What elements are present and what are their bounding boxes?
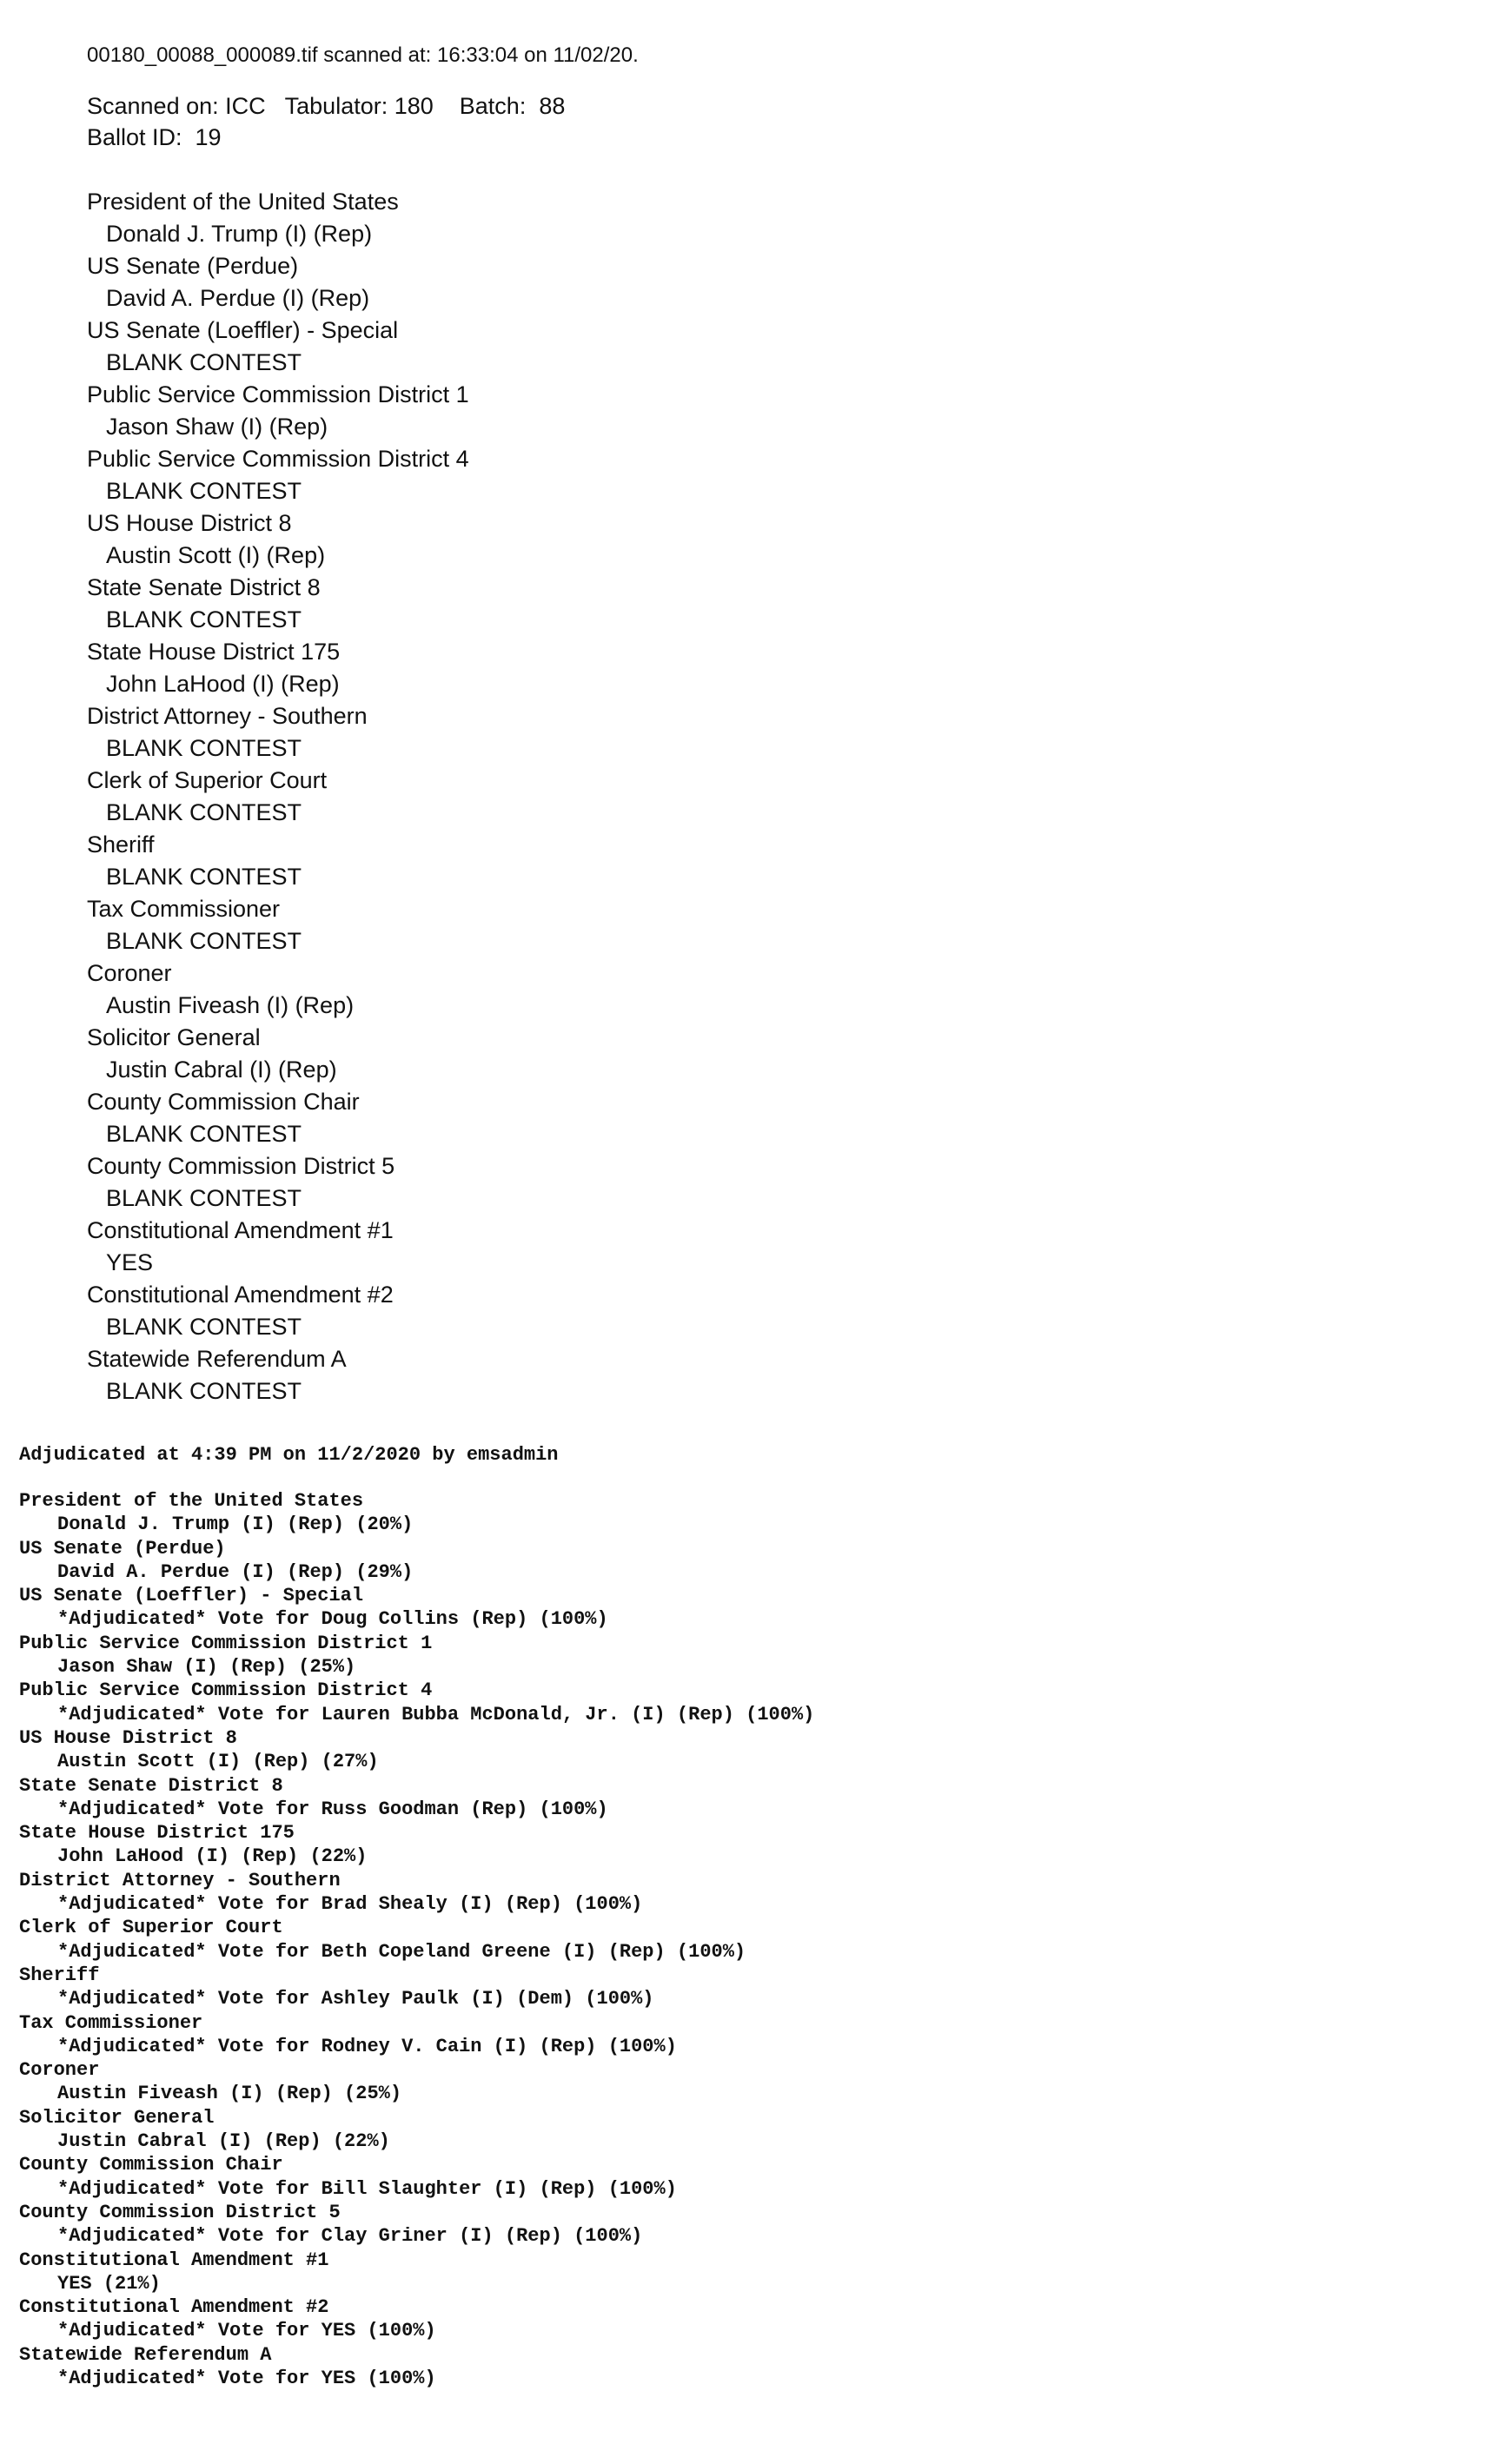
scan-contest-name: State House District 175: [87, 639, 341, 665]
scan-contest-name: District Attorney - Southern: [87, 703, 368, 729]
adjudication-contest-name: President of the United States: [19, 1490, 364, 1512]
adjudication-contest-choice: Justin Cabral (I) (Rep) (22%): [57, 2130, 390, 2153]
scan-contest-list: [87, 186, 639, 1408]
scan-contest-name: US Senate (Perdue): [87, 253, 299, 279]
scan-contest-choice: BLANK CONTEST: [106, 1378, 302, 1404]
adjudication-contest-name: Sheriff: [19, 1964, 100, 1986]
scan-contest-name: US House District 8: [87, 510, 292, 536]
adjudication-contest-name: County Commission District 5: [19, 2201, 341, 2223]
scanned-on-line: Scanned on: ICC Tabulator: 180 Batch: 88: [87, 93, 566, 119]
scan-contest-choice: Austin Scott (I) (Rep): [106, 542, 326, 568]
adjudication-contest-choice: Donald J. Trump (I) (Rep) (20%): [57, 1514, 414, 1536]
scan-contest-name: Sheriff: [87, 831, 155, 858]
adjudication-record: [19, 1442, 814, 2390]
scan-contest-choice: BLANK CONTEST: [106, 478, 302, 504]
scan-contest-choice: BLANK CONTEST: [106, 735, 302, 761]
adjudication-contest-name: US Senate (Loeffler) - Special: [19, 1585, 364, 1607]
scan-record: [87, 42, 639, 1408]
scan-contest-choice: BLANK CONTEST: [106, 1121, 302, 1147]
scan-contest-choice: BLANK CONTEST: [106, 928, 302, 954]
scan-contest-name: President of the United States: [87, 189, 399, 215]
adjudication-contest-name: Constitutional Amendment #2: [19, 2296, 329, 2319]
adjudication-contest-choice: *Adjudicated* Vote for Russ Goodman (Rep) (100%): [57, 1798, 608, 1820]
scan-contest-choice: BLANK CONTEST: [106, 1185, 302, 1211]
adjudication-contest-choice: *Adjudicated* Vote for Doug Collins (Rep) (100%): [57, 1608, 608, 1631]
adjudication-contest-name: Solicitor General: [19, 2106, 215, 2129]
adjudication-contest-choice: YES (21%): [57, 2272, 161, 2295]
scan-contest-name: Public Service Commission District 4: [87, 446, 469, 472]
scan-contest-name: County Commission District 5: [87, 1153, 395, 1179]
scan-contest-name: Solicitor General: [87, 1024, 261, 1050]
scan-contest-name: Constitutional Amendment #1: [87, 1217, 394, 1243]
adjudication-contest-name: US Senate (Perdue): [19, 1537, 226, 1560]
scan-contest-name: State Senate District 8: [87, 574, 321, 600]
scan-contest-choice: BLANK CONTEST: [106, 606, 302, 633]
scan-contest-choice: BLANK CONTEST: [106, 799, 302, 825]
adjudication-contest-name: Public Service Commission District 1: [19, 1632, 433, 1654]
scan-header: 00180_00088_000089.tif scanned at: 16:33:04 on 11/02/20.: [87, 43, 639, 67]
adjudication-contest-name: State House District 175: [19, 1822, 295, 1845]
adjudication-contest-choice: David A. Perdue (I) (Rep) (29%): [57, 1560, 414, 1583]
adjudication-contest-name: Coroner: [19, 2059, 100, 2082]
scan-contest-name: US Senate (Loeffler) - Special: [87, 317, 399, 343]
scan-contest-choice: BLANK CONTEST: [106, 864, 302, 890]
adjudication-contest-choice: John LaHood (I) (Rep) (22%): [57, 1845, 368, 1868]
scan-contest-name: Public Service Commission District 1: [87, 381, 469, 407]
scan-metadata: [87, 90, 639, 153]
scan-contest-choice: Justin Cabral (I) (Rep): [106, 1056, 337, 1083]
scan-contest-name: Constitutional Amendment #2: [87, 1282, 394, 1308]
adjudication-contest-name: Constitutional Amendment #1: [19, 2249, 329, 2271]
adjudication-contest-name: Statewide Referendum A: [19, 2343, 272, 2366]
adjudication-contest-choice: *Adjudicated* Vote for Clay Griner (I) (Rep) (100%): [57, 2225, 643, 2248]
adjudication-contest-choice: *Adjudicated* Vote for YES (100%): [57, 2320, 436, 2342]
scan-contest-choice: David A. Perdue (I) (Rep): [106, 285, 370, 311]
adjudication-contest-choice: *Adjudicated* Vote for Ashley Paulk (I) (Dem) (100%): [57, 1988, 654, 2010]
scan-contest-choice: Austin Fiveash (I) (Rep): [106, 992, 355, 1018]
scan-contest-choice: BLANK CONTEST: [106, 349, 302, 375]
adjudication-contest-choice: Austin Scott (I) (Rep) (27%): [57, 1751, 379, 1773]
adjudication-contest-choice: *Adjudicated* Vote for Beth Copeland Greene (I) (Rep) (100%): [57, 1940, 746, 1963]
scan-contest-name: Coroner: [87, 960, 172, 986]
scan-contest-choice: Donald J. Trump (I) (Rep): [106, 221, 373, 247]
adjudication-contest-name: State Senate District 8: [19, 1774, 283, 1797]
adjudication-contest-choice: *Adjudicated* Vote for Lauren Bubba McDonald, Jr. (I) (Rep) (100%): [57, 1703, 815, 1725]
adjudication-contest-name: Tax Commissioner: [19, 2011, 203, 2034]
adjudication-contest-choice: *Adjudicated* Vote for Brad Shealy (I) (Rep) (100%): [57, 1893, 643, 1916]
scan-contest-name: Tax Commissioner: [87, 896, 281, 922]
adjudication-contest-name: US House District 8: [19, 1726, 237, 1749]
scan-contest-choice: John LaHood (I) (Rep): [106, 671, 340, 697]
adjudication-contest-choice: Jason Shaw (I) (Rep) (25%): [57, 1656, 356, 1679]
scan-contest-name: Clerk of Superior Court: [87, 767, 328, 793]
adjudication-contest-choice: *Adjudicated* Vote for Bill Slaughter (I) (Rep) (100%): [57, 2177, 677, 2200]
adjudication-contest-name: Public Service Commission District 4: [19, 1679, 433, 1702]
ballot-id-line: Ballot ID: 19: [87, 124, 222, 150]
adjudication-contest-list: [19, 1489, 814, 2390]
scan-contest-name: County Commission Chair: [87, 1089, 360, 1115]
adjudication-contest-choice: *Adjudicated* Vote for YES (100%): [57, 2367, 436, 2389]
adjudication-contest-choice: *Adjudicated* Vote for Rodney V. Cain (I) (Rep) (100%): [57, 2035, 677, 2057]
adjudication-contest-name: County Commission Chair: [19, 2154, 283, 2176]
adjudication-contest-name: District Attorney - Southern: [19, 1869, 341, 1891]
scan-contest-name: Statewide Referendum A: [87, 1346, 347, 1372]
adjudication-contest-name: Clerk of Superior Court: [19, 1917, 283, 1939]
adjudication-contest-choice: Austin Fiveash (I) (Rep) (25%): [57, 2083, 402, 2105]
scan-contest-choice: BLANK CONTEST: [106, 1314, 302, 1340]
scan-contest-choice: YES: [106, 1249, 154, 1275]
adjudication-header: Adjudicated at 4:39 PM on 11/2/2020 by emsadmin: [19, 1444, 559, 1466]
scan-contest-choice: Jason Shaw (I) (Rep): [106, 414, 328, 440]
